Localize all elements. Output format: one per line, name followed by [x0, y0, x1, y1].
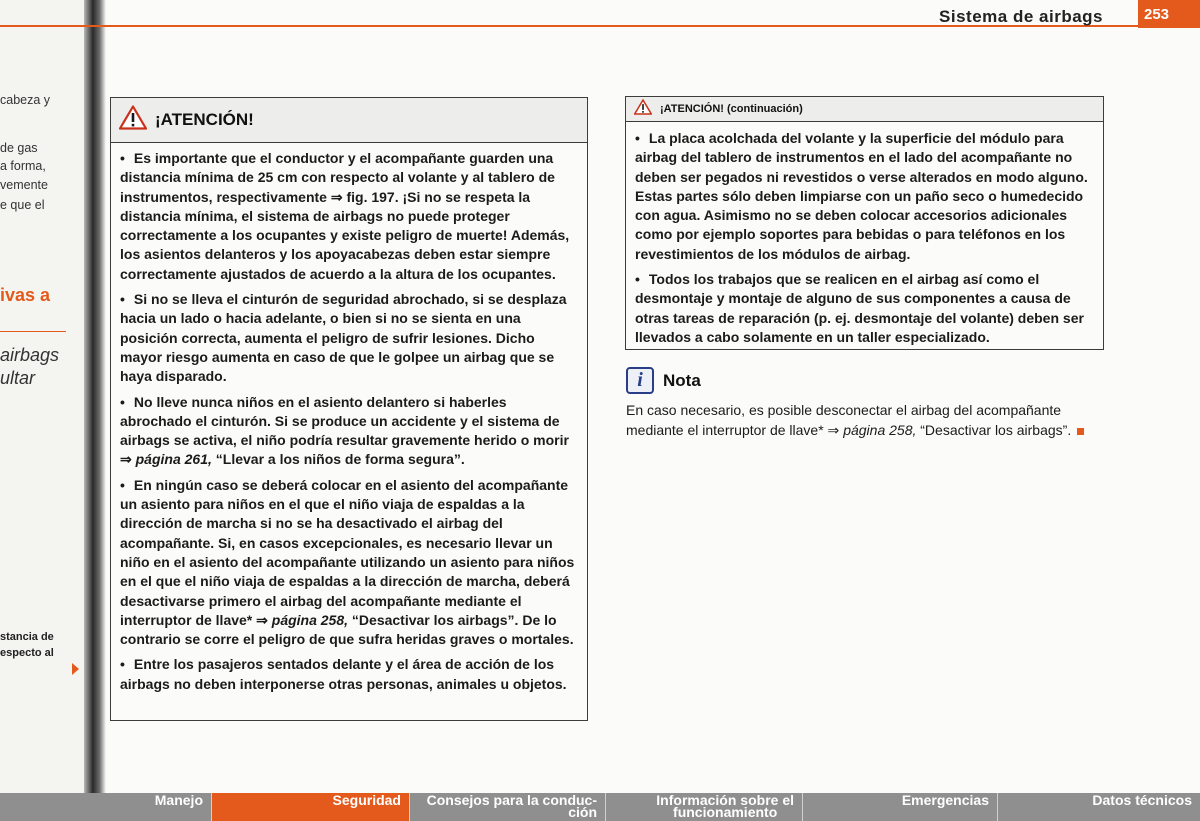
tab-seguridad[interactable]: Seguridad	[212, 793, 410, 821]
margin-fragment: a forma,	[0, 159, 46, 173]
info-icon: i	[626, 367, 654, 394]
tab-datos-tecnicos[interactable]: Datos técnicos	[998, 793, 1200, 821]
warning-paragraph: • Si no se lleva el cinturón de seguridad abrochado, si se desplaza hacia un lado o hacia adelante, o bien si no se sienta en una posición correcta, aumenta el peligro de sufrir lesiones. Dicho mayor riesgo aumenta en caso de que le golpee un airbag que se haya disparado.	[120, 291, 567, 385]
warning-title: ¡ATENCIÓN!	[155, 110, 254, 129]
margin-fragment: cabeza y	[0, 93, 51, 107]
tab-consejos-conduccion[interactable]: Consejos para la conduc- ción	[410, 793, 606, 821]
bullet-icon: •	[120, 291, 125, 308]
page-title: Sistema de airbags	[939, 7, 1103, 26]
previous-page-strip	[0, 0, 84, 821]
margin-rule	[0, 331, 66, 332]
warning-paragraph: • La placa acolchada del volante y la superficie del módulo para airbag del tablero de instrumentos en el lado del acompañante no deben ser pegados ni revestidos o verse alterados en modo alguno. Estas partes sólo deben limpiarse con un paño seco o humedecido con agua. Asimismo no se deben colocar accesorios adicionales como por ejemplo soportes para bebidas o para teléfonos en los revestimientos de los módulos de airbag.	[635, 130, 1088, 262]
margin-fragment: vemente	[0, 178, 48, 192]
margin-bold-line: especto al	[0, 647, 54, 659]
warning-paragraph: • Todos los trabajos que se realicen en el airbag así como el desmontaje y montaje de alguno de sus componentes a causa de otras tareas de reparación (p. ej. desmontaje del volante) deben ser llevados a cabo solamente en un taller especializado.	[635, 271, 1084, 345]
margin-heading: ivas a	[0, 285, 51, 305]
warning-continuation-title: ¡ATENCIÓN! (continuación)	[660, 103, 803, 115]
bullet-icon: •	[635, 130, 640, 146]
bullet-icon: •	[120, 476, 125, 493]
warning-continuation-box	[625, 96, 1104, 350]
tab-emergencias[interactable]: Emergencias	[803, 793, 998, 821]
warning-body	[111, 143, 587, 704]
margin-arrow-icon	[72, 663, 79, 675]
note-text: En caso necesario, es posible desconectar el airbag del acompañante mediante el interruptor de llave* ⇒ página 258, “Desactivar los airbags”.	[626, 400, 1100, 440]
end-of-section-icon	[1077, 428, 1084, 435]
warning-box	[110, 97, 588, 721]
page-number: 253	[1138, 0, 1200, 28]
warning-paragraph: • Es importante que el conductor y el acompañante guarden una distancia mínima de 25 cm con respecto al volante y al tablero de instrumentos, respectivamente ⇒ fig. 197. ¡Si no se respeta la distancia mínima, el sistema de airbags no puede proteger correctamente a los ocupantes y existe peligro de muerte! Además, los asientos delanteros y los apoyacabezas deben estar siempre correctamente ajustados de acuerdo a la altura de los ocupantes.	[120, 150, 570, 282]
margin-italic-line: ultar	[0, 368, 36, 388]
page-reference[interactable]: página 258,	[271, 611, 349, 628]
bullet-icon: •	[120, 150, 125, 166]
page-reference[interactable]: página 261,	[135, 451, 212, 468]
note-section	[626, 367, 1100, 440]
margin-fragment: de gas	[0, 141, 38, 155]
tab-informacion-funcionamiento[interactable]: Información sobre el funcionamiento	[606, 793, 803, 821]
tab-manejo[interactable]: Manejo	[0, 793, 212, 821]
section-footer	[0, 793, 1200, 821]
warning-triangle-icon	[119, 105, 147, 135]
margin-fragment: e que el	[0, 198, 45, 212]
warning-paragraph: • No lleve nunca niños en el asiento delantero si haberles abrochado el cinturón. Si se produce un accidente y el sistema de airbags se activa, el niño podría resultar gravemente herido o morir ⇒ página 261, “Llevar a los niños de forma segura”.	[120, 393, 569, 468]
margin-italic-line: airbags	[0, 345, 60, 365]
warning-paragraph: • Entre los pasajeros sentados delante y el área de acción de los airbags no deben interponerse otras personas, animales u objetos.	[120, 656, 567, 692]
book-binding-shadow	[84, 0, 106, 821]
bullet-icon: •	[120, 656, 125, 673]
page-reference[interactable]: página 258,	[843, 422, 917, 438]
bullet-icon: •	[635, 271, 640, 288]
warning-continuation-body	[626, 122, 1103, 357]
warning-triangle-icon	[634, 99, 652, 120]
bullet-icon: •	[120, 393, 125, 410]
warning-paragraph: • En ningún caso se deberá colocar en el asiento del acompañante un asiento para niños en el que el niño viaja de espaldas a la dirección de marcha si no se ha desactivado el airbag del acompañante. Si, en casos excepcionales, es necesario llevar un niño en el asiento del acompañante utilizando un asiento para niños en el que el niño viaja de espaldas a la dirección de marcha, deberá desactivarse primero el airbag del acompañante mediante el interruptor de llave* ⇒ página 258, “Desactivar los airbags”. De lo contrario se corre el peligro de que sufra heridas graves o mortales.	[120, 476, 575, 648]
margin-bold-line: stancia de	[0, 631, 54, 643]
warning-continuation-header	[626, 97, 1103, 122]
note-header	[626, 367, 1100, 394]
warning-header	[111, 98, 587, 143]
note-title: Nota	[663, 370, 701, 390]
